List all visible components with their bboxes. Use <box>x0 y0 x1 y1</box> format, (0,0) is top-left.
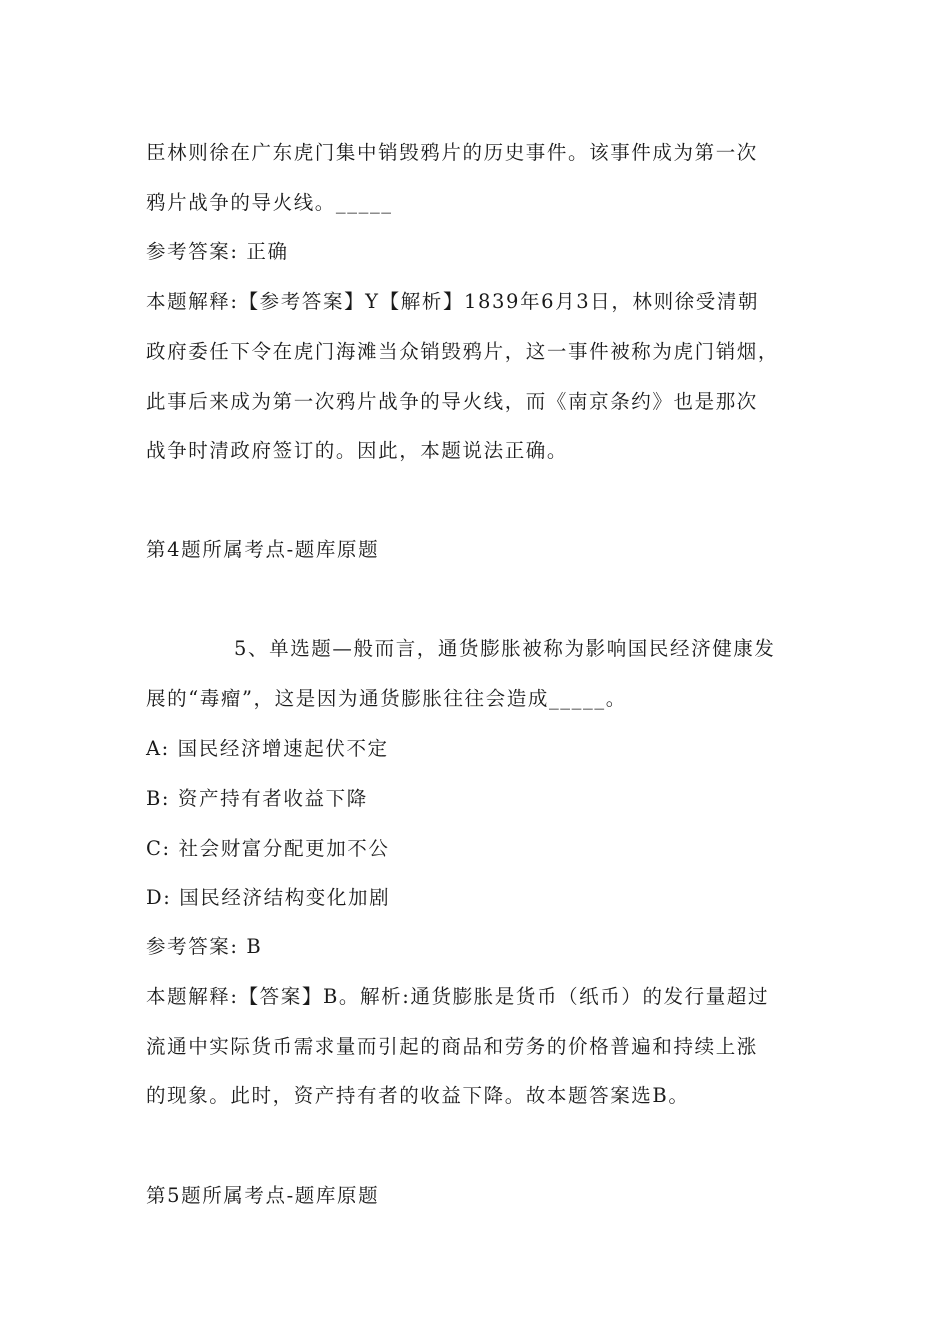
q4-stem-line-1: 臣林则徐在广东虎门集中销毁鸦片的历史事件。该事件成为第一次 <box>146 141 758 164</box>
q4-explanation-line-1: 本题解释:【参考答案】Y【解析】1839年6月3日，林则徐受清朝 <box>146 290 760 313</box>
q4-explanation-line-3: 此事后来成为第一次鸦片战争的导火线，而《南京条约》也是那次 <box>146 390 758 413</box>
q4-stem-line-2: 鸦片战争的导火线。_____ <box>146 191 393 214</box>
q4-explanation-line-2: 政府委任下令在虎门海滩当众销毁鸦片，这一事件被称为虎门销烟， <box>146 340 780 363</box>
q5-explanation-line-3: 的现象。此时，资产持有者的收益下降。故本题答案选B。 <box>146 1084 690 1107</box>
q4-explanation-line-4: 战争时清政府签订的。因此，本题说法正确。 <box>146 439 569 462</box>
q5-section-label: 第5题所属考点-题库原题 <box>146 1184 380 1207</box>
q5-option-c: C: 社会财富分配更加不公 <box>146 837 390 860</box>
q5-explanation-line-1: 本题解释:【答案】B。解析:通货膨胀是货币（纸币）的发行量超过 <box>146 985 770 1008</box>
q5-option-d: D: 国民经济结构变化加剧 <box>146 886 391 909</box>
q5-option-b: B: 资产持有者收益下降 <box>146 787 368 810</box>
q5-stem-line-2: 展的“毒瘤”，这是因为通货膨胀往往会造成_____。 <box>146 687 627 710</box>
q5-option-a: A: 国民经济增速起伏不定 <box>146 737 389 760</box>
q4-section-label: 第4题所属考点-题库原题 <box>146 538 380 561</box>
q5-explanation-line-2: 流通中实际货币需求量而引起的商品和劳务的价格普遍和持续上涨 <box>146 1035 758 1058</box>
q4-answer: 参考答案: 正确 <box>146 240 289 263</box>
q5-stem-line-1: 5、单选题—般而言，通货膨胀被称为影响国民经济健康发 <box>234 637 776 660</box>
q5-answer: 参考答案: B <box>146 935 263 958</box>
